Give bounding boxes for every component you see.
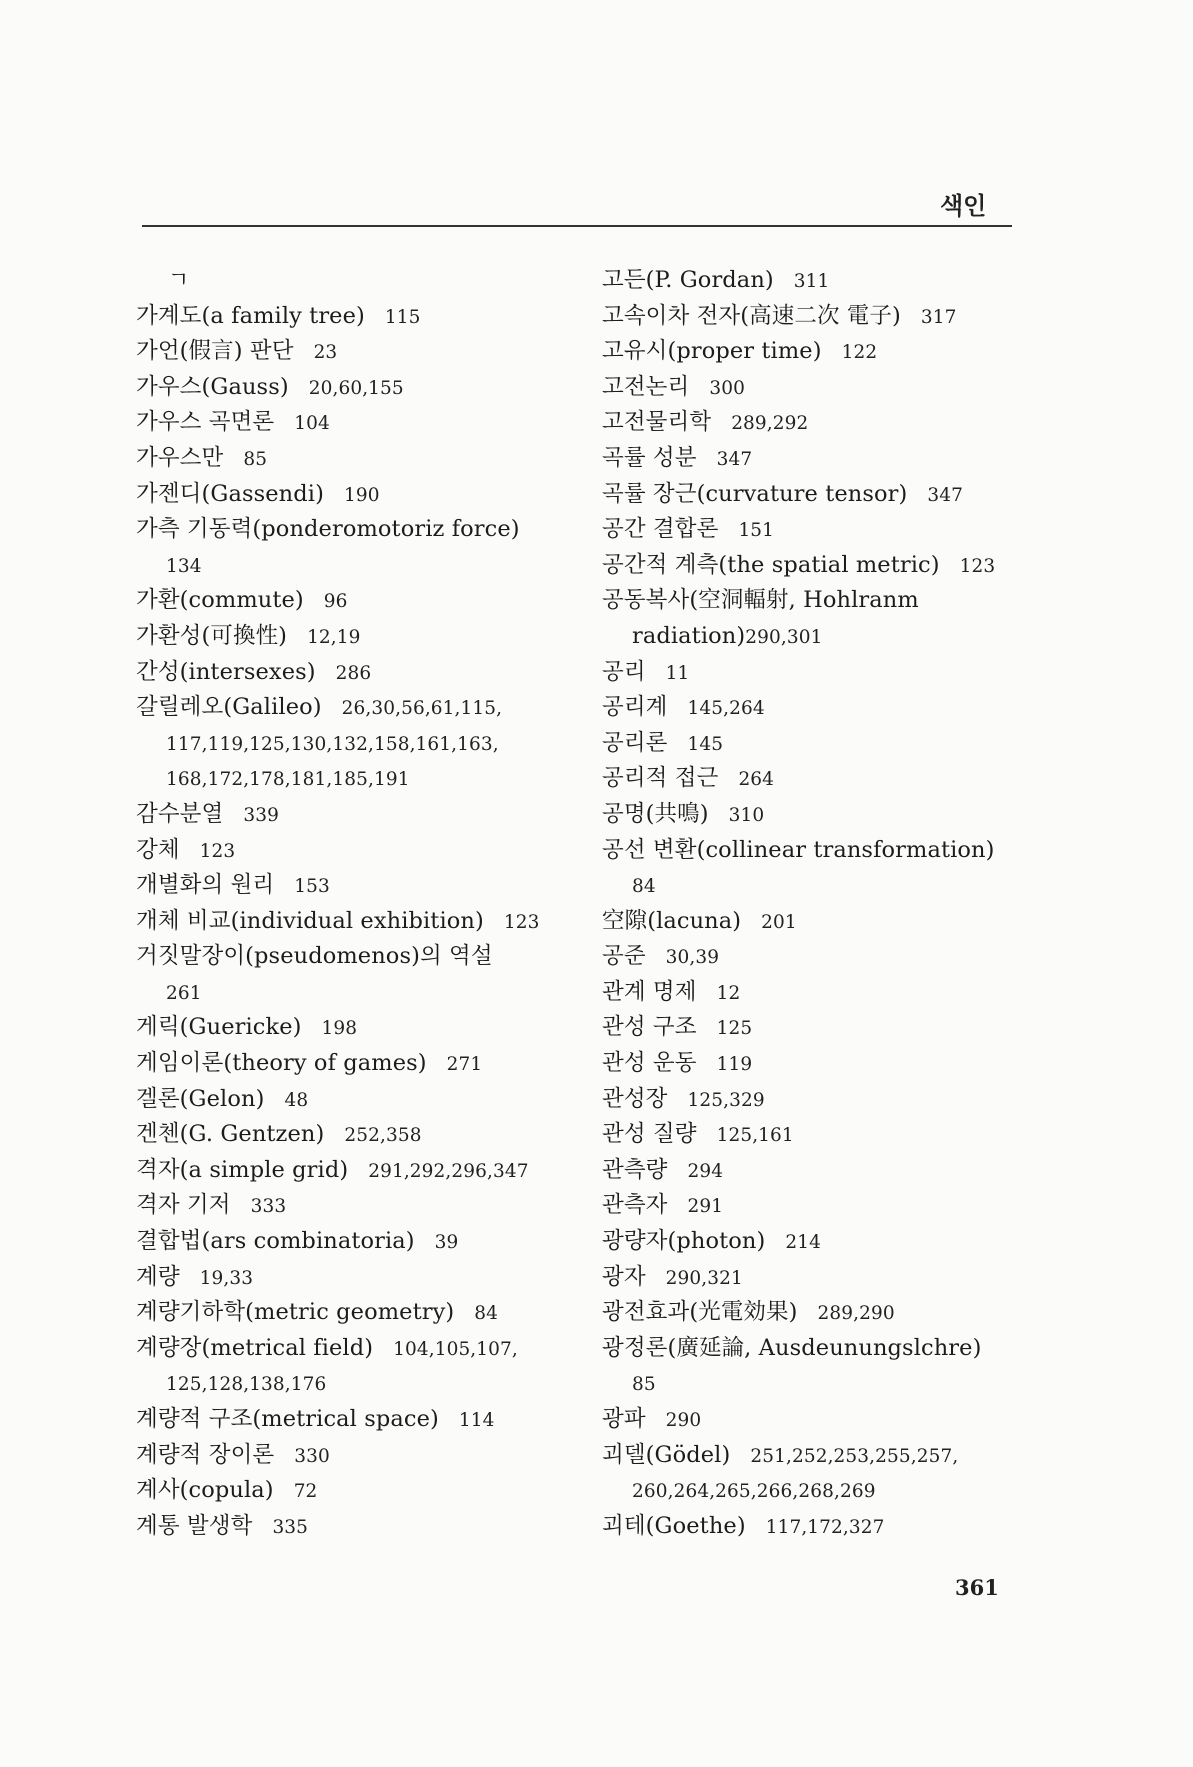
index-pages: 104,105,107, (393, 1338, 518, 1360)
index-term: 가우스 곡면론 (136, 409, 275, 436)
index-pages: 290,301 (745, 626, 823, 648)
index-entry (602, 975, 1032, 1011)
index-pages: 11 (665, 662, 690, 684)
index-term: 광정론(廣延論, Ausdeunungslchre) (602, 1334, 982, 1361)
index-term: 계사(copula) (136, 1477, 274, 1504)
index-entry (602, 1260, 1032, 1296)
index-term: 가우스(Gauss) (136, 373, 289, 400)
index-pages: 260,264,265,266,268,269 (632, 1481, 876, 1503)
index-term: 광자 (602, 1263, 646, 1290)
index-term: 관계 명제 (602, 978, 697, 1005)
index-term: 결합법(ars combinatoria) (136, 1228, 415, 1255)
index-term: 공리계 (602, 694, 668, 721)
index-term: 광전효과(光電効果) (602, 1299, 798, 1326)
index-pages: 347 (716, 448, 753, 470)
index-term: 관성 운동 (602, 1050, 697, 1077)
index-term: 계량적 장이론 (136, 1441, 275, 1468)
index-term: 공리적 접근 (602, 765, 719, 792)
index-entry (136, 583, 566, 619)
index-entry (136, 1509, 566, 1545)
index-entry (136, 477, 566, 513)
index-term: 관측자 (602, 1192, 668, 1219)
index-entry (602, 1117, 1032, 1153)
index-pages: 289,290 (817, 1303, 895, 1325)
index-entry (136, 797, 566, 833)
index-term: 고든(P. Gordan) (602, 267, 774, 293)
index-pages: 85 (243, 448, 268, 470)
index-pages: 291 (687, 1196, 724, 1218)
index-entry (136, 619, 566, 655)
index-pages: 291,292,296,347 (368, 1160, 529, 1182)
index-pages: 122 (841, 342, 878, 364)
index-term: 가환성(可換性) (136, 622, 288, 649)
index-pages: 335 (272, 1516, 309, 1538)
index-pages: 145,264 (687, 698, 765, 720)
index-entry-continuation (136, 548, 566, 584)
index-pages: 123 (959, 555, 996, 577)
index-pages: 290 (665, 1410, 702, 1431)
index-pages: 12,19 (307, 626, 361, 648)
index-term: 개체 비교(individual exhibition) (136, 907, 484, 934)
index-term: 관성 구조 (602, 1014, 697, 1041)
index-entry-continuation (136, 1366, 566, 1402)
index-entry (136, 1082, 566, 1118)
index-pages: 330 (294, 1445, 330, 1467)
index-term: 계량 (136, 1263, 180, 1290)
index-entry (602, 1438, 1032, 1474)
index-column-right (602, 263, 1032, 1544)
index-entry (136, 1153, 566, 1189)
index-pages: 153 (294, 876, 330, 898)
index-entry (136, 939, 566, 975)
index-entry (602, 583, 1032, 619)
index-pages: 20,60,155 (308, 377, 404, 399)
index-pages: 123 (199, 840, 236, 862)
index-term: 개별화의 원리 (136, 872, 275, 899)
index-entry (602, 690, 1032, 726)
index-term: 가언(假言) 판단 (136, 338, 294, 365)
index-term: 괴델(Gödel) (602, 1441, 731, 1468)
index-pages: 72 (293, 1481, 318, 1503)
index-entry (136, 1402, 566, 1438)
index-pages: 114 (458, 1410, 495, 1431)
index-entry (136, 1473, 566, 1509)
index-entry (602, 1509, 1032, 1545)
index-entry-continuation (136, 726, 566, 762)
index-pages: 117,172,327 (765, 1516, 885, 1538)
index-term: 관측량 (602, 1156, 668, 1183)
index-term: 계통 발생학 (136, 1512, 253, 1539)
index-entry (602, 797, 1032, 833)
index-pages: 134 (166, 555, 202, 577)
index-pages: 264 (738, 769, 775, 791)
index-term: 관성 질량 (602, 1121, 697, 1148)
index-term: 감수분열 (136, 800, 224, 827)
index-entry (602, 1010, 1032, 1046)
index-term: 강체 (136, 836, 180, 863)
index-entry (602, 1153, 1032, 1189)
index-pages: 311 (793, 271, 830, 292)
index-entry (136, 1438, 566, 1474)
index-pages: 168,172,178,181,185,191 (166, 769, 410, 791)
index-entry (136, 655, 566, 691)
index-term: 공준 (602, 943, 646, 970)
index-entry (602, 761, 1032, 797)
index-pages: 294 (687, 1160, 724, 1182)
index-term: 공리론 (602, 729, 668, 756)
index-term: 고전물리학 (602, 409, 712, 436)
index-pages: 347 (927, 484, 963, 506)
index-pages: 39 (434, 1232, 459, 1254)
index-entry (136, 690, 566, 726)
index-term: 고유시(proper time) (602, 338, 822, 365)
index-pages: 19,33 (199, 1267, 254, 1289)
index-pages: 145 (687, 733, 724, 755)
index-entry (602, 939, 1032, 975)
index-entry (602, 1402, 1032, 1438)
index-term: 계량기하학(metric geometry) (136, 1299, 455, 1326)
index-term: 게릭(Guericke) (136, 1014, 302, 1041)
index-entry (136, 441, 566, 477)
index-section-letter (136, 263, 566, 299)
index-term: 가측 기동력(ponderomotoriz force) (136, 516, 520, 543)
index-pages: 48 (284, 1089, 309, 1111)
index-entry (136, 512, 566, 548)
index-pages: 289,292 (731, 413, 809, 435)
index-entry (602, 1224, 1032, 1260)
index-entry (602, 405, 1032, 441)
index-term: 갈릴레오(Galileo) (136, 694, 322, 721)
index-entry (136, 1295, 566, 1331)
index-entry (136, 1010, 566, 1046)
index-entry (136, 405, 566, 441)
index-term: 광량자(photon) (602, 1228, 766, 1255)
index-entry (136, 334, 566, 370)
index-entry (136, 299, 566, 335)
index-term: 곡률 장근(curvature tensor) (602, 480, 908, 507)
index-pages: 198 (321, 1018, 358, 1040)
index-term: 가우스만 (136, 444, 224, 471)
index-entry (136, 370, 566, 406)
index-pages: 96 (323, 591, 348, 613)
index-pages: 23 (313, 342, 338, 364)
index-pages: 123 (503, 911, 540, 933)
index-pages: 339 (243, 804, 279, 826)
index-entry (602, 263, 1032, 299)
index-entry (602, 1046, 1032, 1082)
page-header-title: 색인 (940, 192, 987, 220)
index-pages: 125,161 (716, 1125, 794, 1147)
index-term: 가계도(a family tree) (136, 302, 365, 329)
index-entry-continuation (136, 975, 566, 1011)
index-entry (602, 548, 1032, 584)
index-entry (602, 1082, 1032, 1118)
index-term: 고속이차 전자(高速二次 電子) (602, 302, 901, 329)
index-term: 격자(a simple grid) (136, 1156, 349, 1183)
index-entry (602, 655, 1032, 691)
index-pages: 151 (738, 520, 775, 542)
index-pages: 290,321 (665, 1267, 743, 1289)
index-pages: 251,252,253,255,257, (750, 1445, 959, 1467)
index-pages: 84 (474, 1303, 499, 1325)
index-pages: 300 (709, 377, 745, 399)
index-pages: 119 (716, 1054, 753, 1076)
index-term: 겐첸(G. Gentzen) (136, 1121, 325, 1148)
index-term: 공선 변환(collinear transformation) (602, 836, 995, 863)
index-entry (136, 1260, 566, 1296)
index-entry-continuation (602, 619, 1032, 655)
index-pages: 333 (250, 1196, 287, 1218)
index-term: ㄱ (168, 268, 190, 293)
index-entry (136, 1117, 566, 1153)
index-pages: 214 (785, 1232, 822, 1254)
index-entry (602, 370, 1032, 406)
index-term: 격자 기저 (136, 1192, 231, 1219)
index-term: 공동복사(空洞輻射, Hohlranm (602, 587, 919, 614)
index-pages: 84 (632, 876, 656, 898)
index-pages: 115 (384, 306, 421, 328)
index-entry-continuation (602, 1473, 1032, 1509)
index-entry (136, 1224, 566, 1260)
index-entry (602, 1188, 1032, 1224)
index-entry (602, 904, 1032, 940)
index-pages: 125,329 (687, 1089, 765, 1111)
index-entry (136, 1331, 566, 1367)
index-entry-continuation (136, 761, 566, 797)
index-term: 공간적 계측(the spatial metric) (602, 551, 940, 578)
index-term: 계량적 구조(metrical space) (136, 1406, 439, 1432)
index-pages: 252,358 (344, 1125, 422, 1147)
index-term: 공리 (602, 658, 646, 685)
index-term: 관성장 (602, 1085, 668, 1112)
index-entry (136, 833, 566, 869)
index-column-left (136, 263, 566, 1544)
index-entry (602, 512, 1032, 548)
index-pages: 104 (294, 413, 330, 435)
index-term: 고전논리 (602, 373, 690, 400)
index-entry (602, 334, 1032, 370)
index-pages: 12 (716, 982, 741, 1004)
index-term: 게임이론(theory of games) (136, 1050, 427, 1077)
index-term: radiation) (632, 622, 746, 649)
index-entry (602, 299, 1032, 335)
index-entry (136, 904, 566, 940)
index-entry (136, 1188, 566, 1224)
index-pages: 317 (920, 306, 957, 328)
index-term: 공간 결합론 (602, 516, 719, 543)
index-term: 거짓말장이(pseudomenos)의 역설 (136, 943, 493, 970)
index-pages: 26,30,56,61,115, (341, 698, 503, 720)
page-number: 361 (955, 1575, 999, 1600)
index-term: 가환(commute) (136, 587, 304, 614)
index-entry (602, 833, 1032, 869)
index-pages: 271 (446, 1054, 483, 1076)
index-pages: 125 (716, 1018, 753, 1040)
index-pages: 190 (343, 484, 380, 506)
index-pages: 30,39 (665, 947, 720, 969)
index-term: 곡률 성분 (602, 444, 697, 471)
index-pages: 310 (728, 804, 765, 826)
index-term: 가젠디(Gassendi) (136, 480, 324, 507)
index-term: 공명(共鳴) (602, 800, 709, 827)
index-pages: 125,128,138,176 (166, 1374, 327, 1396)
index-entry (602, 441, 1032, 477)
index-entry (602, 1295, 1032, 1331)
index-term: 겔론(Gelon) (136, 1085, 265, 1112)
index-pages: 201 (761, 911, 797, 933)
index-term: 광파 (602, 1406, 646, 1432)
header-rule (142, 225, 1012, 227)
index-entry (602, 1331, 1032, 1367)
index-entry (602, 726, 1032, 762)
index-pages: 286 (335, 662, 372, 684)
index-term: 간성(intersexes) (136, 658, 316, 685)
index-pages: 261 (166, 982, 202, 1004)
index-entry (136, 868, 566, 904)
index-pages: 85 (632, 1374, 656, 1396)
index-pages: 117,119,125,130,132,158,161,163, (166, 733, 499, 755)
index-entry-continuation (602, 1366, 1032, 1402)
index-term: 괴테(Goethe) (602, 1512, 746, 1539)
index-entry (136, 1046, 566, 1082)
index-entry-continuation (602, 868, 1032, 904)
index-entry (602, 477, 1032, 513)
index-term: 空隙(lacuna) (602, 907, 742, 934)
index-term: 계량장(metrical field) (136, 1334, 374, 1361)
